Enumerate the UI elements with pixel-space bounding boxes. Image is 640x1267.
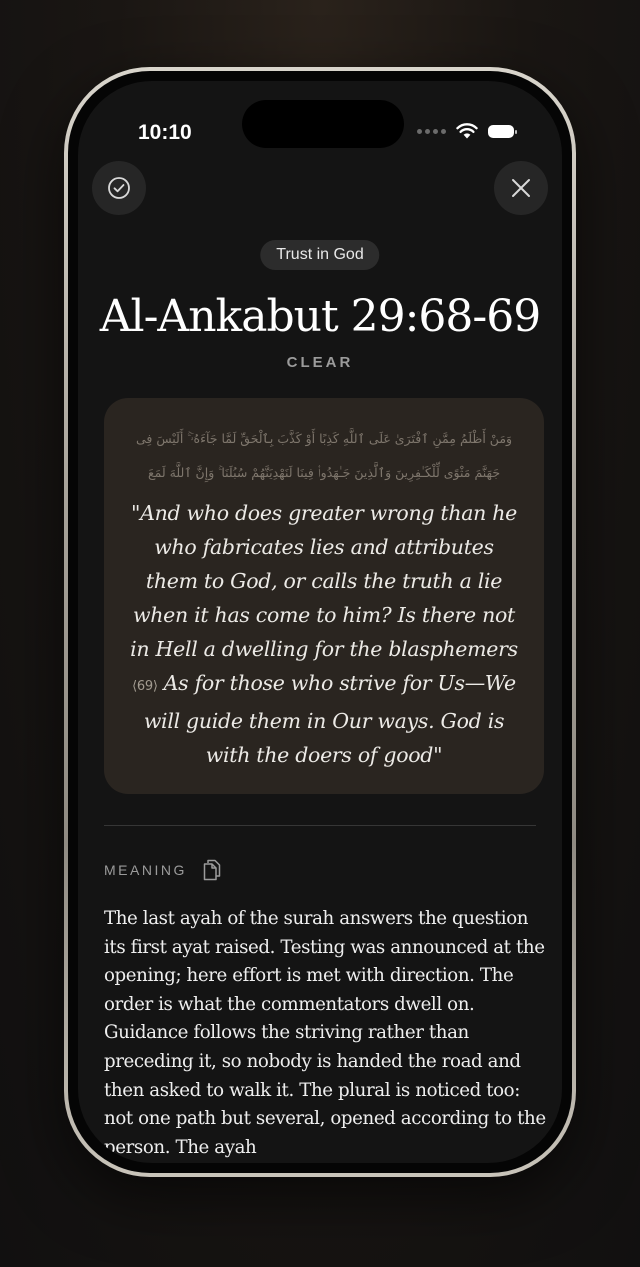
- status-time: 10:10: [138, 121, 192, 144]
- copy-icon[interactable]: [203, 859, 221, 881]
- meaning-header: [104, 859, 221, 881]
- translation-text: [126, 496, 522, 772]
- arabic-text: وَمَنْ أَظْلَمُ مِمَّنِ ٱفْتَرَىٰ عَلَى ٱللَّهِ كَذِبًا أَوْ كَذَّبَ بِٱلْحَقِّ لَمَّا جَآءَهُۥٓ ۚ أَلَيْسَ فِى جَهَنَّمَ مَثْوًى لِّلْكَـٰفِرِينَ وَٱلَّذِينَ جَـٰهَدُوا۟ فِينَا لَنَهْدِيَنَّهُمْ سُبُلَنَا ۚ وَإِنَّ ٱللَّهَ لَمَعَ: [135, 431, 513, 480]
- signal-dots-icon: [417, 129, 446, 134]
- dynamic-island: [242, 100, 404, 148]
- meaning-text: The last ayah of the surah answers the question its first ayat raised. Testing was announced at the opening; here effort is met with direction. The order is what the commentators dwell on. Guidance follows the striving rather than preceding it, so nobody is handed the road and then asked to walk it. The plural is noticed too: not one path but several, opened according to the person. The ayah: [104, 908, 546, 1158]
- translation-part-2: As for those who strive for Us—We will guide them in Our ways. God is with the doers of good": [143, 671, 516, 767]
- status-icons: [417, 123, 514, 139]
- check-button[interactable]: [92, 161, 146, 215]
- translation-part-1: "And who does greater wrong than he who fabricates lies and attributes them to God, or calls the truth a lie when it has come to him? Is there not in Hell a dwelling for the blasphemers: [130, 501, 518, 661]
- verse-number-marker: ⟨69⟩: [132, 679, 158, 694]
- close-button[interactable]: [494, 161, 548, 215]
- verse-title: Al-Ankabut 29:68-69: [99, 291, 541, 342]
- battery-icon: [488, 125, 514, 138]
- phone-bezel: [68, 71, 572, 1173]
- topic-chip[interactable]: Trust in God: [260, 240, 379, 270]
- verse-card: [104, 398, 544, 794]
- check-circle-icon: [107, 176, 131, 200]
- meaning-label: MEANING: [104, 862, 187, 878]
- clarity-label: CLEAR: [286, 354, 354, 371]
- wifi-icon: [456, 123, 478, 139]
- divider: [104, 825, 536, 826]
- phone-frame: [64, 67, 576, 1177]
- close-icon: [510, 177, 532, 199]
- screen: [78, 81, 562, 1163]
